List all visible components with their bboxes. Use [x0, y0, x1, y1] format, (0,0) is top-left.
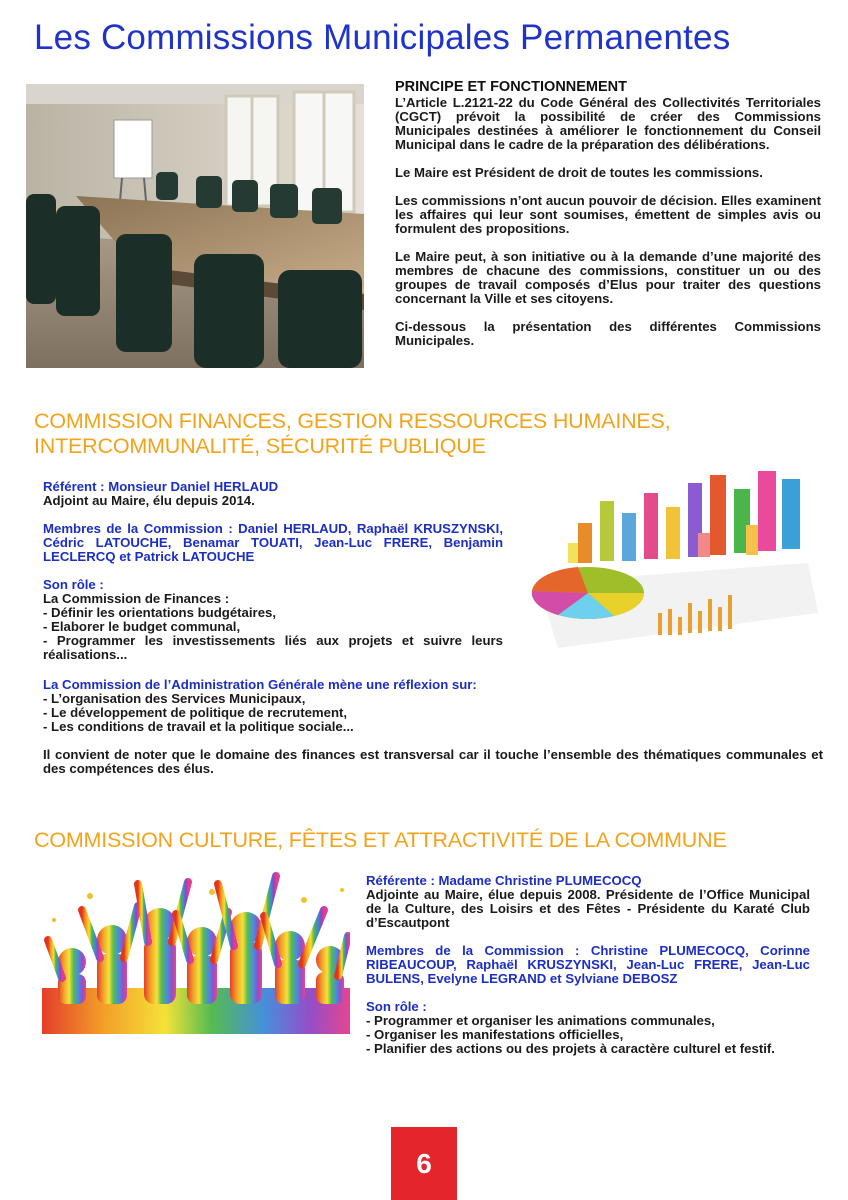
intro-section — [395, 80, 821, 362]
culture-role-line: - Programmer et organiser les animations communales, — [366, 1013, 715, 1028]
culture-section — [366, 874, 810, 1056]
intro-heading: PRINCIPE ET FONCTIONNEMENT — [395, 79, 628, 95]
admin-label: La Commission de l’Administration Générale mène une réflexion sur: — [43, 677, 477, 692]
admin-line: - L’organisation des Services Municipaux, — [43, 691, 306, 706]
intro-paragraph: L’Article L.2121-22 du Code Général des Collectivités Territoriales (CGCT) prévoit la possibilité de créer des Commissions Municipales destinées à améliorer le fonctionnement du Conseil Municipal dans le cadre de la préparation des délibérations. — [395, 95, 821, 152]
culture-referent-label: Référente : Madame Christine PLUMECOCQ — [366, 873, 642, 888]
intro-paragraph: Ci-dessous la présentation des différentes Commissions Municipales. — [395, 319, 821, 348]
culture-role-line: - Organiser les manifestations officielles, — [366, 1027, 624, 1042]
intro-paragraph: Les commissions n’ont aucun pouvoir de décision. Elles examinent les affaires qui leur sont soumises, émettent de simples avis ou formulent des propositions. — [395, 193, 821, 236]
finances-commission-title — [34, 409, 814, 459]
culture-role-line: - Planifier des actions ou des projets à caractère culturel et festif. — [366, 1041, 775, 1056]
culture-role-label: Son rôle : — [366, 999, 427, 1014]
admin-line: - Les conditions de travail et la politique sociale... — [43, 719, 354, 734]
admin-line: - Le développement de politique de recrutement, — [43, 705, 348, 720]
finances-role-line: La Commission de Finances : — [43, 591, 230, 606]
intro-paragraph: Le Maire est Président de droit de toutes les commissions. — [395, 165, 763, 180]
finances-admin-section — [43, 678, 823, 790]
finances-members: Membres de la Commission : Daniel HERLAUD, Raphaël KRUSZYNSKI, Cédric LATOUCHE, Benamar TOUATI, Jean-Luc FRERE, Benjamin LECLERCQ et Patrick LATOUCHE — [43, 521, 503, 564]
finances-title-line-1: COMMISSION FINANCES, GESTION RESSOURCES HUMAINES, — [34, 409, 671, 433]
finances-title-line-2: INTERCOMMUNALITÉ, SÉCURITÉ PUBLIQUE — [34, 434, 486, 458]
page-title: Les Commissions Municipales Permanentes — [34, 18, 731, 57]
finances-role-line: - Elaborer le budget communal, — [43, 619, 241, 634]
intro-paragraph: Le Maire peut, à son initiative ou à la demande d’une majorité des membres de chacune des commissions, constituer un ou des groupes de travail composés d’Elus pour traiter des questions concernant la Ville et ses citoyens. — [395, 249, 821, 306]
culture-commission-title: COMMISSION CULTURE, FÊTES ET ATTRACTIVITÉ DE LA COMMUNE — [34, 828, 727, 852]
finances-note: Il convient de noter que le domaine des finances est transversal car il touche l’ensemble des thématiques communales et des compétences des élus. — [43, 747, 823, 776]
culture-referent-desc: Adjointe au Maire, élue depuis 2008. Présidente de l’Office Municipal de la Culture, des Loisirs et des Fêtes - Présidente du Karaté Club d’Escautpont — [366, 887, 810, 930]
finances-role-line: - Programmer les investissements liés aux projets et suivre leurs réalisations... — [43, 633, 503, 662]
finances-role-label: Son rôle : — [43, 577, 104, 592]
meeting-room-photo — [26, 84, 364, 368]
finances-role-line: - Définir les orientations budgétaires, — [43, 605, 277, 620]
finances-section — [43, 480, 503, 676]
finance-chart-illustration — [518, 463, 818, 663]
finances-referent-label: Référent : Monsieur Daniel HERLAUD — [43, 479, 279, 494]
page-number-badge: 6 — [391, 1127, 457, 1200]
culture-members: Membres de la Commission : Christine PLUMECOCQ, Corinne RIBEAUCOUP, Raphaël KRUSZYNSKI, Jean-Luc FRERE, Jean-Luc BULENS, Evelyne LEGRAND et Sylviane DEBOSZ — [366, 943, 810, 986]
festive-crowd-illustration — [42, 870, 350, 1034]
finances-referent-desc: Adjoint au Maire, élu depuis 2014. — [43, 493, 255, 508]
